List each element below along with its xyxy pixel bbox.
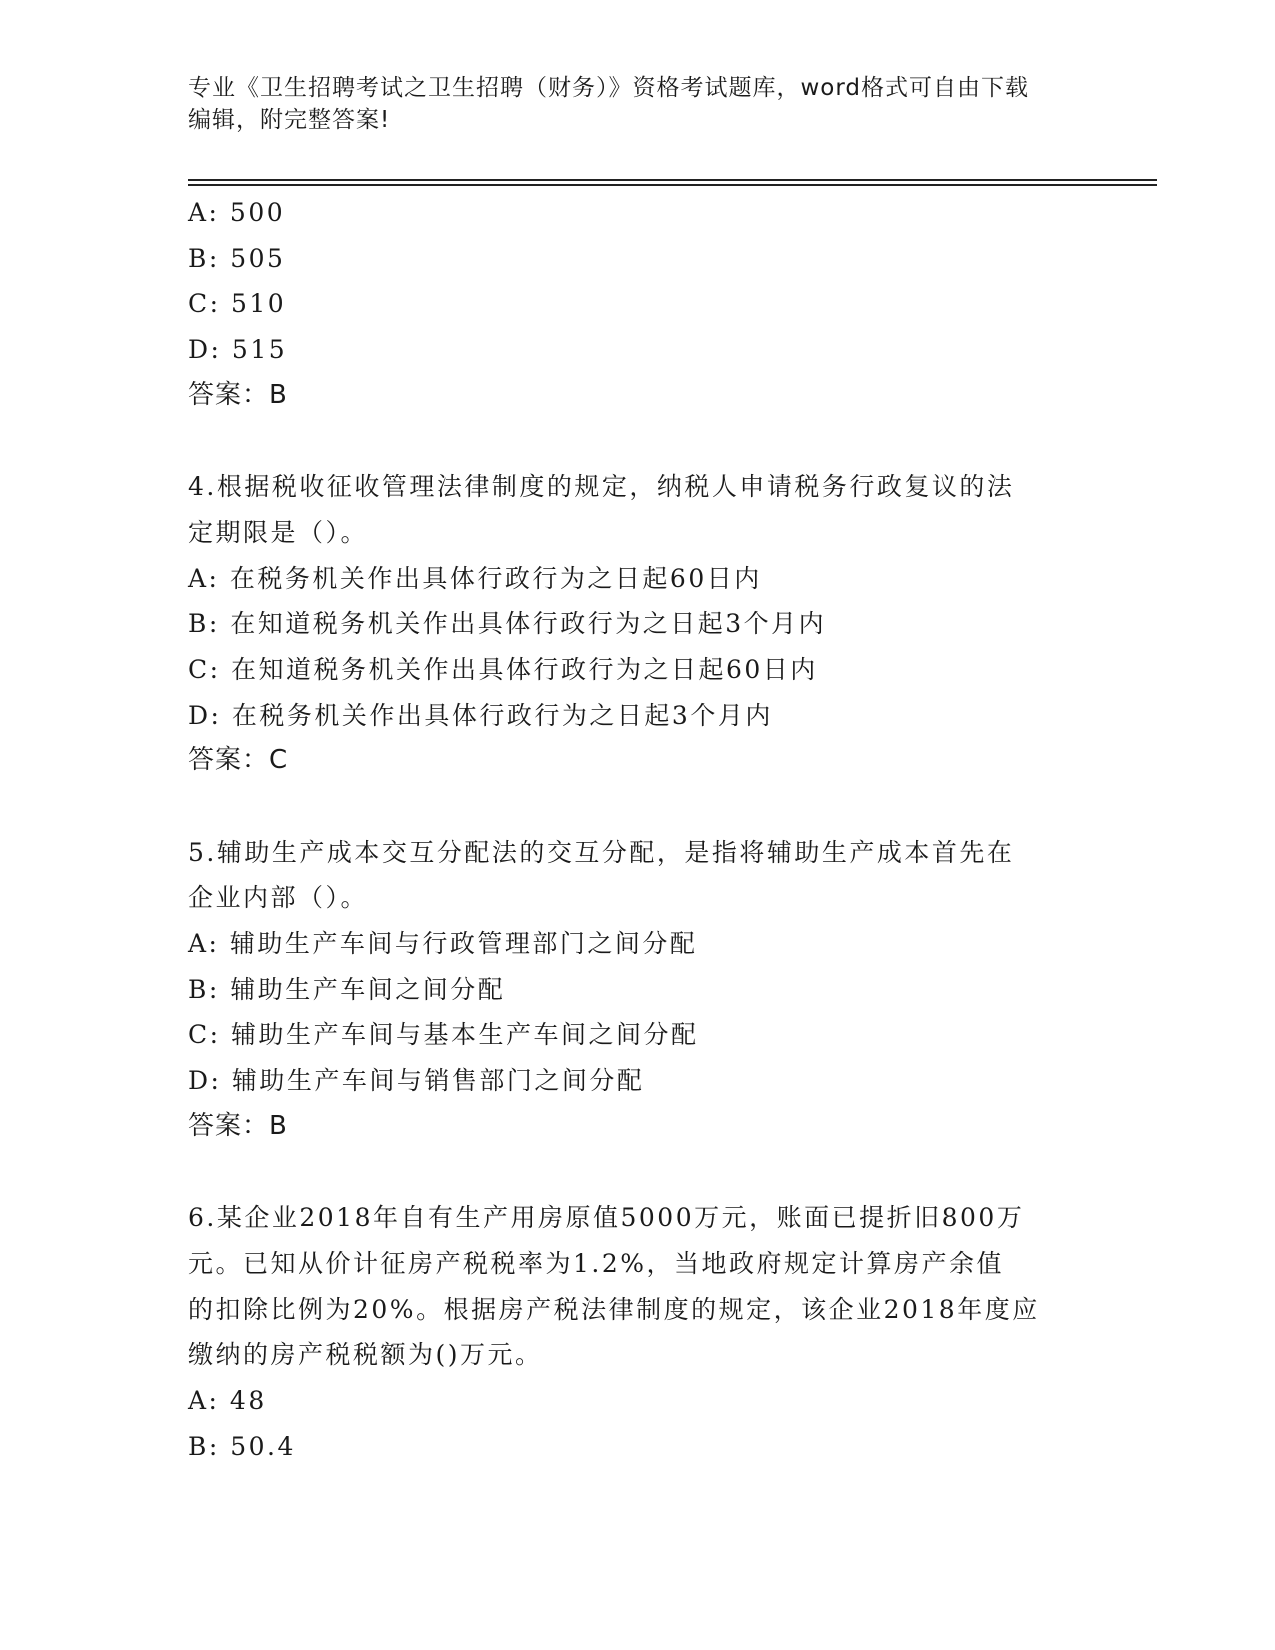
option-b: B: 辅助生产车间之间分配 bbox=[188, 974, 506, 1004]
question-list bbox=[188, 190, 1088, 1469]
spacer bbox=[188, 784, 1088, 830]
option-a: A: 500 bbox=[188, 198, 286, 227]
question-stem-line: 6.某企业2018年自有生产用房原值5000万元，账面已提折旧800万 bbox=[188, 1203, 1025, 1233]
spacer bbox=[188, 418, 1088, 464]
document-header bbox=[188, 72, 1068, 136]
option-d: D: 辅助生产车间与销售部门之间分配 bbox=[188, 1066, 645, 1096]
option-b: B: 50.4 bbox=[188, 1431, 296, 1461]
option-c: C: 510 bbox=[188, 289, 287, 319]
spacer bbox=[188, 1149, 1088, 1195]
question-stem-line: 5.辅助生产成本交互分配法的交互分配，是指将辅助生产成本首先在 bbox=[188, 837, 1015, 867]
question-4 bbox=[188, 464, 1088, 784]
answer: 答案：C bbox=[188, 745, 289, 776]
option-a: A: 48 bbox=[188, 1385, 267, 1415]
answer: 答案：B bbox=[188, 1110, 288, 1141]
question-stem-line: 定期限是（）。 bbox=[188, 517, 369, 547]
question-stem-line: 4.根据税收征收管理法律制度的规定，纳税人申请税务行政复议的法 bbox=[188, 472, 1015, 502]
option-c: C: 辅助生产车间与基本生产车间之间分配 bbox=[188, 1020, 699, 1050]
question-stem-line: 缴纳的房产税税额为()万元。 bbox=[188, 1340, 543, 1370]
header-divider-top bbox=[188, 179, 1157, 181]
option-a: A: 在税务机关作出具体行政行为之日起60日内 bbox=[188, 563, 762, 593]
option-c: C: 在知道税务机关作出具体行政行为之日起60日内 bbox=[188, 654, 818, 684]
option-d: D: 在税务机关作出具体行政行为之日起3个月内 bbox=[188, 700, 773, 730]
answer: 答案：B bbox=[188, 379, 288, 410]
question-5 bbox=[188, 830, 1088, 1150]
question-stem-line: 企业内部（）。 bbox=[188, 883, 369, 913]
question-3 bbox=[188, 190, 1088, 418]
header-line-2: 编辑，附完整答案! bbox=[188, 107, 391, 133]
question-stem-line: 元。已知从价计征房产税税率为1.2%，当地政府规定计算房产余值 bbox=[188, 1248, 1005, 1278]
option-d: D: 515 bbox=[188, 335, 288, 365]
option-b: B: 在知道税务机关作出具体行政行为之日起3个月内 bbox=[188, 609, 827, 639]
question-6 bbox=[188, 1195, 1088, 1469]
option-b: B: 505 bbox=[188, 243, 286, 273]
header-divider-bottom bbox=[188, 184, 1157, 186]
header-line-1: 专业《卫生招聘考试之卫生招聘（财务）》资格考试题库，word格式可自由下载 bbox=[188, 75, 1030, 101]
question-stem-line: 的扣除比例为20%。根据房产税法律制度的规定，该企业2018年度应 bbox=[188, 1294, 1040, 1324]
option-a: A: 辅助生产车间与行政管理部门之间分配 bbox=[188, 929, 698, 958]
